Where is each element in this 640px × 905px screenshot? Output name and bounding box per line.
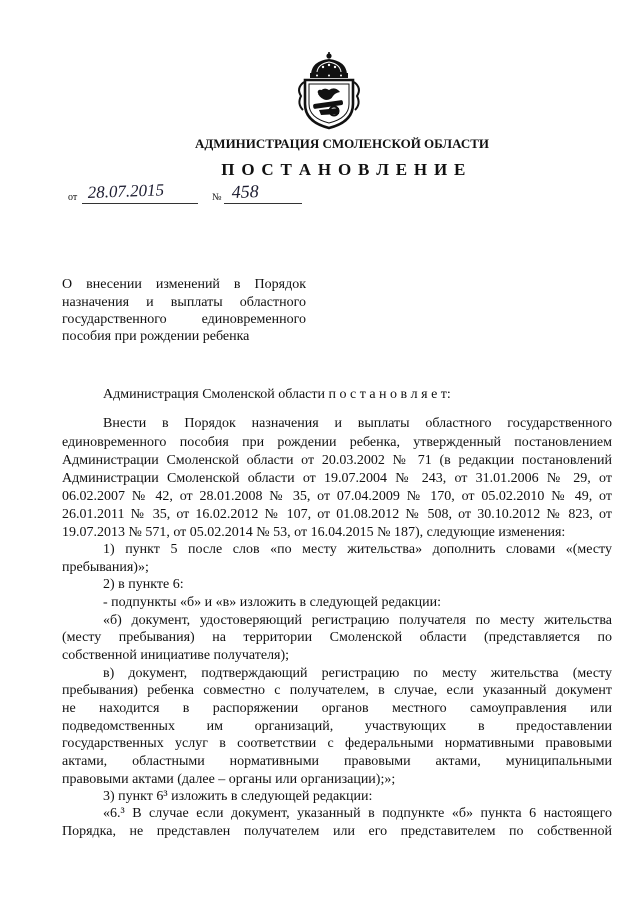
date-underline: [82, 203, 198, 204]
body-line: не находится в распоряжении органов местного самоуправления или: [62, 701, 612, 716]
body-line: 19.07.2013 № 571, от 05.02.2014 № 53, от 16.04.2015 № 187), следующие изменения:: [62, 525, 566, 540]
body-line: Администрация Смоленской области п о с т а н о в л я е т:: [103, 387, 451, 402]
body-line: 3) пункт 6³ изложить в следующей редакции:: [103, 789, 373, 804]
title-line: государственного единовременного: [62, 312, 306, 327]
body-line: пребывания)»;: [62, 560, 149, 575]
body-line: государственных услуг в соответствии с федеральными нормативными правовыми: [62, 736, 612, 751]
body-line: 26.01.2011 № 35, от 16.02.2012 № 107, от 01.08.2012 № 508, от 30.10.2012 № 823, от: [62, 507, 612, 522]
coat-of-arms-icon: [293, 52, 365, 130]
body-line: 1) пункт 5 после слов «по месту жительства» дополнить словами «(месту: [103, 542, 612, 557]
body-line: «6.³ В случае если документ, указанный в подпункте «б» пункта 6 настоящего: [103, 806, 612, 821]
body-line: актами, областными нормативными правовыми актами, муниципальными: [62, 754, 612, 769]
body-line: (месту пребывания) на территории Смоленской области (представляется по: [62, 630, 612, 645]
organization-name: АДМИНИСТРАЦИЯ СМОЛЕНСКОЙ ОБЛАСТИ: [194, 136, 490, 151]
title-line: назначения и выплаты областного: [62, 295, 306, 310]
body-line: Внести в Порядок назначения и выплаты областного государственного: [103, 416, 612, 431]
coat-of-arms-emblem: [293, 52, 365, 130]
body-line: «б) документ, удостоверяющий регистрацию получателя по месту жительства: [103, 613, 612, 628]
body-line: 2) в пункте 6:: [103, 577, 184, 592]
body-line: единовременного пособия при рождении ребенка, утвержденный постановлением: [62, 435, 612, 450]
title-line: пособия при рождении ребенка: [62, 329, 250, 344]
document-number: 458: [231, 181, 259, 203]
body-line: Порядка, не представлен получателем или его представителем по собственной: [62, 824, 612, 839]
body-line: правовыми актами (далее – органы или организации);»;: [62, 772, 396, 787]
body-line: Администрации Смоленской области от 19.07.2004 № 243, от 31.01.2006 № 29, от: [62, 471, 612, 486]
body-line: 06.02.2007 № 42, от 28.01.2008 № 35, от 07.04.2009 № 170, от 05.02.2010 № 49, от: [62, 489, 612, 504]
body-line: Администрации Смоленской области от 20.03.2002 № 71 (в редакции постановлений: [62, 453, 612, 468]
body-line: собственной инициативе получателя);: [62, 648, 290, 663]
date-from-label: от: [68, 192, 78, 203]
body-line: в) документ, подтверждающий регистрацию по месту жительства (месту: [103, 666, 612, 681]
body-line: пребывания) ребенка совместно с получателем, в случае, если указанный документ: [62, 683, 612, 698]
document-type: П О С Т А Н О В Л Е Н И Е: [221, 160, 467, 179]
number-label: №: [212, 192, 222, 203]
title-line: О внесении изменений в Порядок: [62, 277, 306, 292]
document-date: 28.07.2015: [87, 180, 165, 203]
body-line: подведомственных им организаций, участвующих в предоставлении: [62, 719, 612, 734]
number-underline: [224, 203, 302, 204]
body-line: - подпункты «б» и «в» изложить в следующей редакции:: [103, 595, 441, 610]
